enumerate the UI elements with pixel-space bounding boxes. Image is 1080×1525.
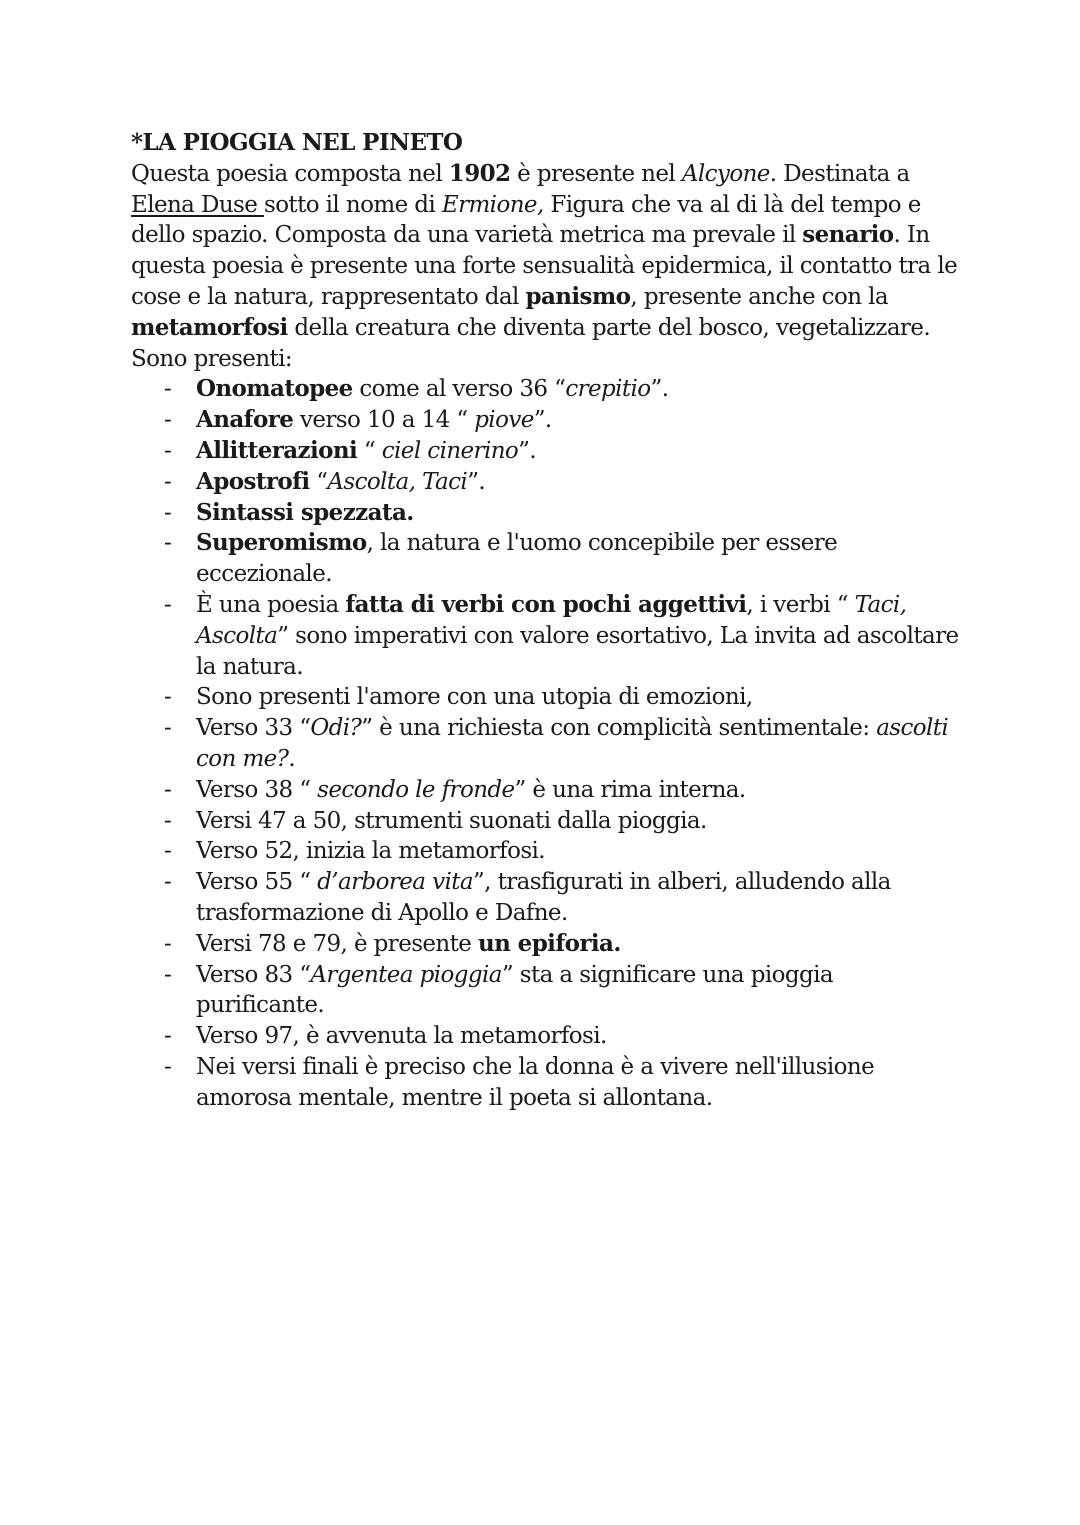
list-item — [131, 374, 961, 405]
italic-text: Taci, Ascolta — [196, 591, 907, 649]
list-item-text — [196, 530, 837, 587]
text-run: . Destinata a — [769, 160, 910, 187]
list-item — [131, 405, 961, 436]
text-run: sotto il nome di — [263, 191, 442, 218]
text-run: “ — [357, 437, 382, 464]
italic-text: secondo le fronde — [317, 776, 515, 803]
list-item-text — [196, 838, 545, 864]
text-run: verso 10 a 14 “ — [293, 407, 475, 434]
text-run: ” è una richiesta con complicità sentimentale: — [361, 715, 877, 742]
bullet-dash: - — [164, 499, 172, 526]
bold-text: Allitterazioni — [196, 436, 358, 464]
text-run: , presente anche con la — [630, 283, 888, 310]
text-run: Verso 33 “ — [196, 715, 311, 742]
italic-text: Ascolta, Taci — [327, 468, 468, 495]
list-item — [131, 775, 961, 806]
bullet-dash: - — [164, 930, 172, 957]
text-run: ” sta a significare una pioggia purificante. — [196, 961, 833, 1019]
italic-text: ascolti con me?. — [196, 715, 949, 772]
bullet-dash: - — [164, 961, 172, 988]
bold-text: senario — [802, 221, 894, 249]
list-item-text — [196, 407, 552, 433]
list-item — [131, 436, 961, 467]
text-run: Verso 38 “ — [196, 776, 318, 803]
text-run: È una poesia — [196, 591, 346, 618]
text-run: ”, trasfigurati in alberi, alludendo alla trasformazione di Apollo e Dafne. — [196, 869, 891, 926]
text-run: Sono presenti l'amore con una utopia di emozioni, — [196, 684, 753, 711]
list-item — [131, 713, 961, 775]
bullet-dash: - — [164, 869, 172, 896]
bullet-dash: - — [164, 407, 172, 434]
bold-text: fatta di verbi con pochi aggettivi — [345, 590, 747, 618]
text-run: “ — [309, 468, 328, 495]
list-item — [131, 590, 961, 682]
list-item-text — [196, 469, 485, 495]
text-run: Figura che va al di là del tempo e dello spazio. Composta da una varietà metrica ma prevale il — [131, 191, 921, 249]
bullet-dash: - — [164, 530, 172, 557]
bullet-dash: - — [164, 715, 172, 742]
feature-list — [131, 374, 961, 1113]
italic-text: ciel cinerino — [381, 437, 519, 464]
text-run: ”. — [650, 376, 669, 403]
bold-text: Onomatopee — [196, 375, 353, 403]
bullet-dash: - — [164, 838, 172, 865]
bullet-dash: - — [164, 776, 172, 803]
list-item — [131, 1052, 961, 1114]
list-item-text — [196, 777, 746, 803]
text-run: della creatura che diventa parte del bosco, vegetalizzare. — [287, 314, 931, 341]
italic-text: Ermione, — [441, 191, 544, 218]
list-item-text — [196, 869, 891, 926]
text-run: è presente nel — [510, 160, 682, 187]
list-item-text — [196, 1054, 874, 1111]
bold-text: un epiforia. — [478, 929, 621, 957]
bullet-dash: - — [164, 1053, 172, 1080]
list-item-text — [196, 715, 948, 772]
text-run: come al verso 36 “ — [352, 376, 566, 403]
text-run: Verso 97, è avvenuta la metamorfosi. — [196, 1023, 607, 1050]
italic-text: d’arborea vita — [317, 869, 473, 896]
bold-text: Superomismo — [196, 529, 367, 557]
bold-text: 1902 — [448, 159, 511, 187]
list-item-text — [196, 962, 833, 1019]
list-item — [131, 1021, 961, 1052]
bullet-dash: - — [164, 591, 172, 618]
bold-text: Sintassi spezzata. — [196, 498, 414, 526]
list-item — [131, 682, 961, 713]
document-body — [131, 128, 961, 1114]
underlined-text: Elena Duse — [131, 191, 264, 218]
bullet-dash: - — [164, 807, 172, 834]
list-item — [131, 806, 961, 837]
text-run: Verso 55 “ — [196, 869, 318, 896]
italic-text: Odi? — [310, 715, 362, 742]
list-item-text — [196, 808, 707, 834]
text-run: Versi 47 a 50, strumenti suonati dalla pioggia. — [196, 807, 707, 834]
list-item — [131, 836, 961, 867]
text-run: Versi 78 e 79, è presente — [196, 930, 479, 957]
text-run: ” sono imperativi con valore esortativo, La invita ad ascoltare la natura. — [196, 622, 959, 680]
intro-paragraph — [131, 159, 961, 344]
text-run: Questa poesia composta nel — [131, 160, 449, 187]
bullet-dash: - — [164, 376, 172, 403]
text-run: . In questa poesia è presente una forte sensualità epidermica, il contatto tra le cose e la natura, rappresentato dal — [131, 222, 958, 310]
text-run: , la natura e l'uomo concepibile per essere eccezionale. — [196, 530, 838, 588]
text-run: Verso 83 “ — [196, 961, 311, 988]
text-run: ”. — [518, 437, 537, 464]
text-run: ” è una rima interna. — [514, 776, 746, 803]
italic-text: crepitio — [565, 376, 651, 403]
document-title: *LA PIOGGIA NEL PINETO — [131, 129, 463, 156]
list-item — [131, 498, 961, 529]
text-run: Verso 52, inizia la metamorfosi. — [196, 838, 546, 865]
italic-text: piove — [474, 407, 534, 434]
list-item — [131, 929, 961, 960]
bold-text: panismo — [525, 282, 631, 310]
text-run: ”. — [533, 407, 552, 434]
list-item-text — [196, 931, 621, 957]
bold-text: metamorfosi — [131, 313, 288, 341]
list-item-text — [196, 1023, 607, 1049]
italic-text: Argentea pioggia — [310, 961, 502, 988]
bullet-dash: - — [164, 684, 172, 711]
bullet-dash: - — [164, 1023, 172, 1050]
list-intro: Sono presenti: — [131, 345, 293, 372]
text-run: ”. — [467, 468, 486, 495]
list-item — [131, 528, 961, 590]
list-item — [131, 960, 961, 1022]
list-item-text — [196, 684, 753, 710]
bold-text: Apostrofi — [196, 467, 310, 495]
bullet-dash: - — [164, 468, 172, 495]
text-run: , i verbi “ — [746, 591, 855, 618]
text-run: Nei versi finali è preciso che la donna è a vivere nell'illusione amorosa mentale, mentre il poeta si allontana. — [196, 1053, 875, 1111]
list-item-text — [196, 500, 414, 526]
bold-text: Anafore — [196, 406, 294, 434]
list-item-text — [196, 438, 536, 464]
list-item-text — [196, 376, 668, 402]
bullet-dash: - — [164, 437, 172, 464]
list-item — [131, 467, 961, 498]
italic-text: Alcyone — [681, 160, 770, 187]
list-item — [131, 867, 961, 929]
list-item-text — [196, 592, 959, 680]
